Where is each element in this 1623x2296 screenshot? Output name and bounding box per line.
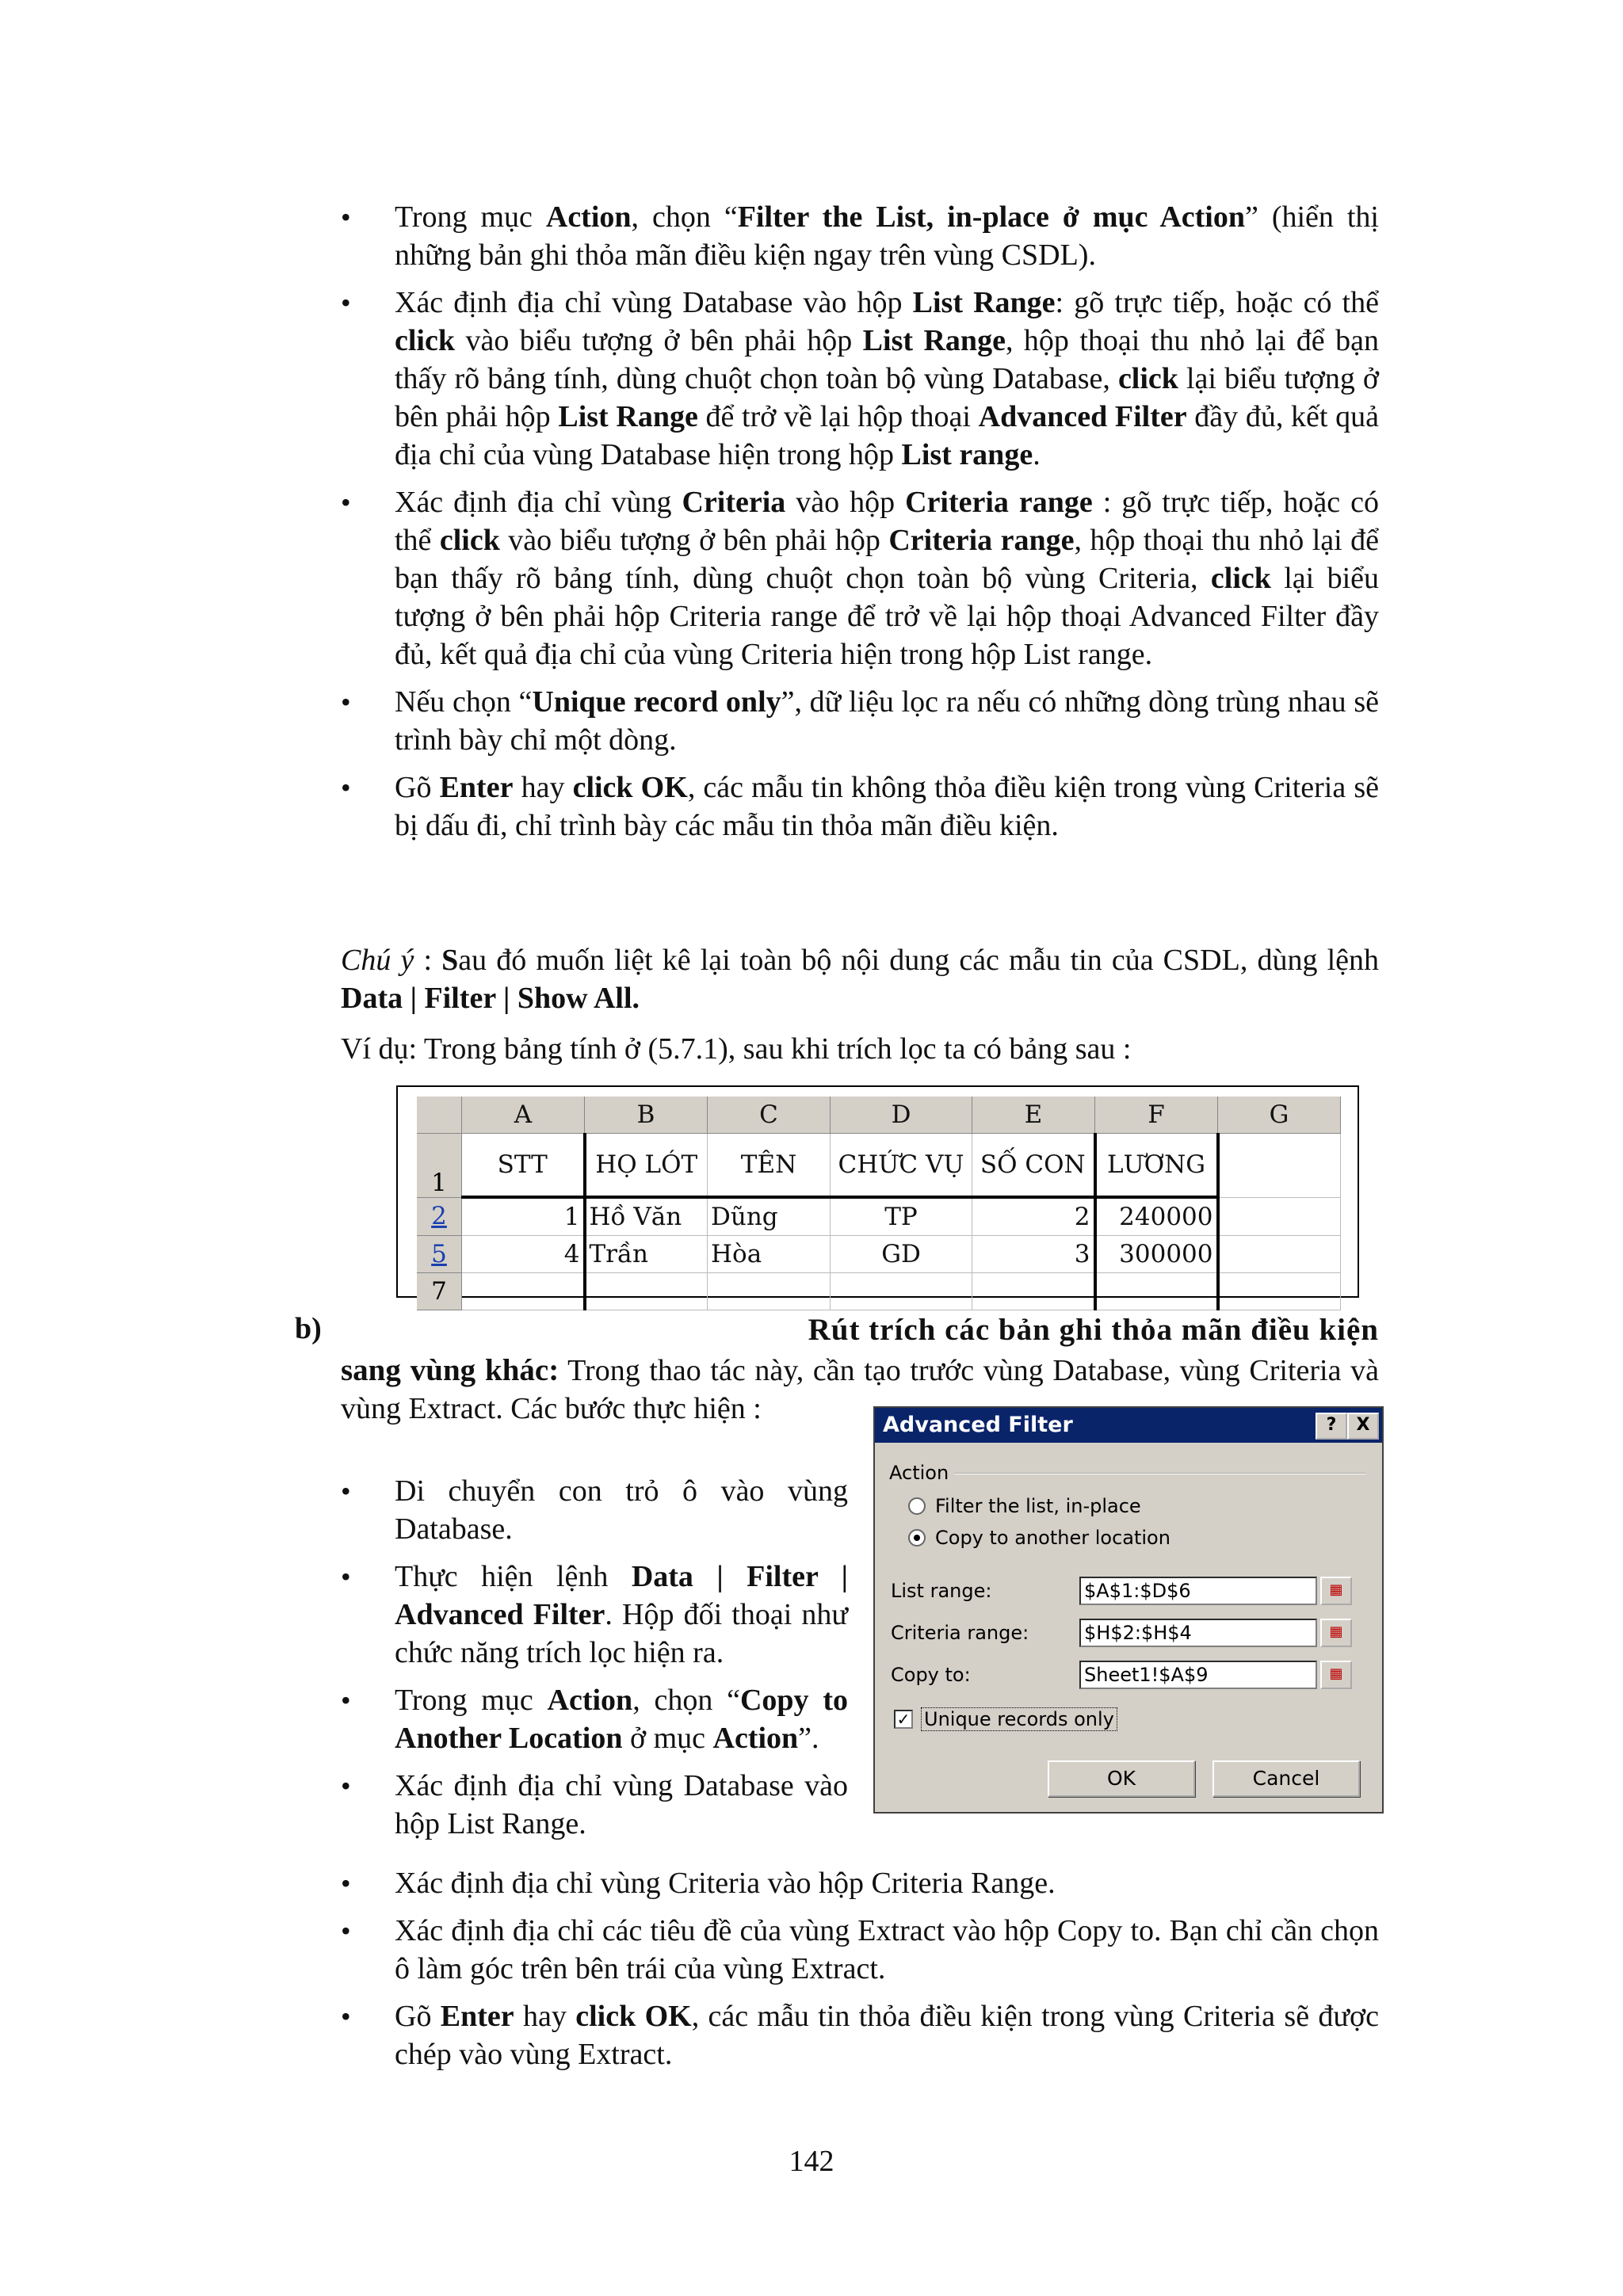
bold-text: List Range (912, 286, 1056, 319)
text: . Hộp đối thoại như chức năng trích lọc hiện ra. (395, 1598, 848, 1669)
text: Xác định địa chỉ vùng Database vào hộp List Range. (395, 1769, 848, 1840)
bullet-item (341, 1558, 848, 1672)
bold-text: Action (545, 200, 632, 234)
bold-text: Advanced Filter (978, 400, 1187, 433)
table-cell (708, 1273, 831, 1310)
text: hay (513, 771, 573, 804)
list-range-input[interactable]: $A$1:$D$6 (1079, 1577, 1317, 1605)
top-bullet-list (341, 198, 1379, 854)
checkbox-icon[interactable]: ✓ (894, 1710, 913, 1729)
cancel-button[interactable]: Cancel (1212, 1760, 1360, 1797)
copy-to-input[interactable]: Sheet1!$A$9 (1079, 1661, 1317, 1689)
text: Thực hiện lệnh (395, 1560, 632, 1593)
col-header-a: A (462, 1097, 585, 1134)
table-cell: 300000 (1095, 1236, 1218, 1273)
header-cell: STT (462, 1134, 585, 1198)
col-header-e: E (972, 1097, 1095, 1134)
row-header: 5 (417, 1236, 462, 1273)
list-range-label: List range: (891, 1580, 992, 1602)
table-cell (1218, 1273, 1341, 1310)
table-cell: 3 (972, 1236, 1095, 1273)
table-cell: 240000 (1095, 1197, 1218, 1236)
table-cell: Hồ Văn (585, 1197, 708, 1236)
range-picker-icon[interactable]: ▦ (1320, 1577, 1352, 1605)
table-cell: Trần (585, 1236, 708, 1273)
note-sep: : (414, 944, 442, 977)
table-cell (831, 1273, 972, 1310)
col-header-d: D (831, 1097, 972, 1134)
text: Trong mục (395, 1684, 548, 1717)
bold-text: Action (547, 1684, 633, 1717)
empty-cell (1218, 1134, 1341, 1198)
bold-text: click (395, 324, 455, 357)
radio-copy-to-location[interactable] (908, 1527, 1170, 1549)
col-header-c: C (708, 1097, 831, 1134)
criteria-range-row (891, 1619, 1352, 1647)
table-cell (462, 1273, 585, 1310)
table-row (417, 1197, 1341, 1236)
bold-text: Filter the List, in-place ở mục Action (737, 200, 1245, 234)
narrow-bullet-list (341, 1472, 848, 1852)
note-paragraph (341, 941, 1379, 1017)
col-header-f: F (1095, 1097, 1218, 1134)
header-cell: CHỨC VỤ (831, 1134, 972, 1198)
text: vào hộp (785, 486, 906, 519)
bullet-item (341, 1681, 848, 1757)
text: , hộp thoại thu nhỏ lại để bạn thấy rõ bảng tính, dùng chuột chọn toàn bộ vùng Criteria, (395, 524, 1379, 595)
action-group-label: Action (889, 1462, 949, 1484)
row-header: 2 (417, 1197, 462, 1236)
criteria-range-label: Criteria range: (891, 1622, 1029, 1644)
note-block (341, 941, 1379, 1077)
bullet-item (341, 1912, 1379, 1988)
text: ở mục (622, 1722, 713, 1755)
table-cell: 1 (462, 1197, 585, 1236)
table-cell: GD (831, 1236, 972, 1273)
text: để trở về lại hộp thoại (697, 400, 979, 433)
text: Xác định địa chỉ vùng Criteria vào hộp Criteria Range. (395, 1867, 1056, 1900)
bullet-item (341, 198, 1379, 274)
group-separator (954, 1473, 1366, 1474)
example-text: Ví dụ: Trong bảng tính ở (5.7.1), sau khi trích lọc ta có bảng sau : (341, 1032, 1132, 1066)
section-b-title-2: sang vùng khác: (341, 1353, 559, 1387)
table-cell: Dũng (708, 1197, 831, 1236)
text: đầy đủ, kết quả địa chỉ của vùng Database hiện trong hộp (395, 400, 1379, 471)
section-b-title-1: Rút trích các bản ghi thỏa mãn điều kiện (808, 1313, 1379, 1347)
text: Trong mục (395, 200, 546, 234)
bold-text: Criteria (682, 486, 786, 519)
row-header: 1 (417, 1134, 462, 1198)
note-label: Chú ý (341, 944, 414, 977)
unique-records-label: Unique records only (921, 1707, 1117, 1731)
text: vào biểu tượng ở bên phải hộp (454, 324, 863, 357)
excel-screenshot (396, 1085, 1359, 1306)
bullet-item (341, 1997, 1379, 2073)
range-picker-icon[interactable]: ▦ (1320, 1661, 1352, 1689)
advanced-filter-dialog (873, 1406, 1384, 1814)
text: lại biểu tượng ở bên phải hộp (395, 362, 1379, 433)
text: Xác định địa chỉ các tiêu đề của vùng Extract vào hộp Copy to. Bạn chỉ cần chọn ô làm góc trên bên trái của vùng Extract. (395, 1914, 1379, 1985)
text: lại biểu tượng ở bên phải hộp Criteria range để trở về lại hộp thoại Advanced Filter đầy đủ, kết quả địa chỉ của vùng Criteria hiện trong hộp List range. (395, 562, 1379, 671)
table-row (417, 1236, 1341, 1273)
header-row (417, 1134, 1341, 1198)
corner-cell (417, 1097, 462, 1134)
copy-to-row (891, 1661, 1352, 1689)
section-b-marker: b) (295, 1312, 322, 1345)
copy-to-label: Copy to: (891, 1664, 971, 1686)
header-cell: HỌ LÓT (585, 1134, 708, 1198)
text: hay (514, 2000, 576, 2033)
bullet-item (341, 769, 1379, 845)
bullet-item (341, 1767, 848, 1843)
bold-text: click (439, 524, 500, 557)
text: , các mẫu tin không thỏa điều kiện trong vùng Criteria sẽ bị dấu đi, chỉ trình bày các mẫu tin thỏa mãn điều kiện. (395, 771, 1379, 842)
help-button[interactable]: ? (1316, 1413, 1347, 1440)
empty-cell (1218, 1197, 1341, 1236)
text: : gõ trực tiếp, hoặc có thể (395, 486, 1379, 557)
bold-text: Copy to Another Location (395, 1684, 848, 1755)
text: ”. (798, 1722, 819, 1755)
col-header-g: G (1218, 1097, 1341, 1134)
text: , chọn “ (632, 1684, 740, 1717)
radio-button-icon[interactable] (908, 1497, 926, 1515)
bullet-item (341, 683, 1379, 759)
bullet-item (341, 1472, 848, 1548)
bold-text: List range (901, 438, 1033, 471)
bold-text: Data | Filter | Advanced Filter (395, 1560, 848, 1631)
text: , chọn “ (631, 200, 738, 234)
text: ”, dữ liệu lọc ra nếu có những dòng trùng nhau sẽ trình bày chỉ một dòng. (395, 685, 1380, 757)
table-cell: 2 (972, 1197, 1095, 1236)
note-bold-s: S (441, 944, 459, 977)
header-cell: SỐ CON (972, 1134, 1095, 1198)
bold-text: Action (712, 1722, 799, 1755)
text: Xác định địa chỉ vùng Database vào hộp (395, 286, 913, 319)
bold-text: Unique record only (532, 685, 781, 719)
text: : gõ trực tiếp, hoặc có thể (1055, 286, 1379, 319)
text: Gõ (395, 771, 440, 804)
radio-copy-label: Copy to another location (935, 1527, 1170, 1549)
radio-filter-in-place[interactable] (908, 1495, 1141, 1517)
unique-records-checkbox[interactable] (894, 1707, 1117, 1731)
page-number: 142 (789, 2145, 834, 2178)
bold-text: click (1117, 362, 1178, 395)
bold-text: Criteria range (905, 486, 1093, 519)
range-picker-icon[interactable]: ▦ (1320, 1619, 1352, 1647)
section-b-heading (341, 1311, 1379, 1349)
text: Di chuyển con trỏ ô vào vùng Database. (395, 1474, 848, 1546)
text: . (1033, 438, 1041, 471)
dialog-title: Advanced Filter (875, 1408, 1382, 1443)
table-cell (972, 1273, 1095, 1310)
text: Nếu chọn “ (395, 685, 533, 719)
excel-table (417, 1097, 1341, 1310)
criteria-range-input[interactable]: $H$2:$H$4 (1079, 1619, 1317, 1647)
empty-cell (1218, 1236, 1341, 1273)
note-command: Data | Filter | Show All. (341, 982, 640, 1015)
bold-text: List Range (558, 400, 698, 433)
text: Xác định địa chỉ vùng (395, 486, 682, 519)
text: Gõ (395, 2000, 441, 2033)
table-cell: Hòa (708, 1236, 831, 1273)
list-range-row (891, 1577, 1352, 1605)
table-row (417, 1273, 1341, 1310)
radio-button-icon[interactable] (908, 1529, 926, 1547)
header-cell: LƯƠNG (1095, 1134, 1218, 1198)
bullet-item (341, 1864, 1379, 1902)
ok-button[interactable]: OK (1048, 1760, 1195, 1797)
text: , hộp thoại thu nhỏ lại để bạn thấy rõ bảng tính, dùng chuột chọn toàn bộ vùng Database, (395, 324, 1379, 395)
table-cell: 4 (462, 1236, 585, 1273)
bullet-item (341, 483, 1379, 673)
note-text: au đó muốn liệt kê lại toàn bộ nội dung các mẫu tin của CSDL, dùng lệnh (458, 944, 1379, 977)
table-cell: TP (831, 1197, 972, 1236)
bold-text: click OK (575, 2000, 692, 2033)
bold-text: click (1210, 562, 1271, 595)
column-header-row (417, 1097, 1341, 1134)
header-cell: TÊN (708, 1134, 831, 1198)
text: ” (hiển thị những bản ghi thỏa mãn điều kiện ngay trên vùng CSDL). (395, 200, 1379, 272)
text: vào biểu tượng ở bên phải hộp (499, 524, 889, 557)
close-button[interactable]: X (1347, 1413, 1379, 1440)
bold-text: Enter (439, 771, 514, 804)
bullet-item (341, 284, 1379, 474)
table-cell (1095, 1273, 1218, 1310)
bold-text: List Range (862, 324, 1006, 357)
row-header: 7 (417, 1273, 462, 1310)
wide-bullet-list (341, 1864, 1379, 2083)
bold-text: Enter (440, 2000, 514, 2033)
bold-text: Criteria range (888, 524, 1075, 557)
text: , các mẫu tin thỏa điều kiện trong vùng Criteria sẽ được chép vào vùng Extract. (395, 2000, 1379, 2071)
col-header-b: B (585, 1097, 708, 1134)
bold-text: click OK (572, 771, 688, 804)
section-b-intro-line: Trong thao tác này, cần tạo trước vùng Database, vùng Criteria và vùng Extract. Các bước thực hiện : (341, 1354, 1379, 1425)
table-cell (585, 1273, 708, 1310)
radio-filter-label: Filter the list, in-place (935, 1495, 1141, 1517)
